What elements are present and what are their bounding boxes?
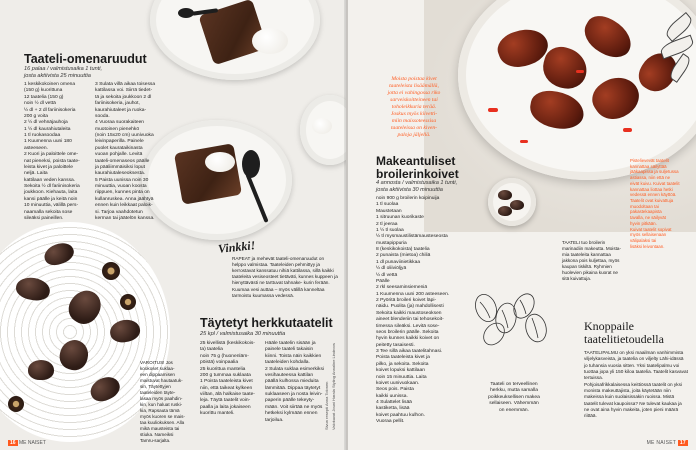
side-cream-image <box>312 118 332 134</box>
page-number-right: 17 <box>679 440 686 446</box>
chili-image <box>488 108 498 112</box>
filled-date-image-6 <box>28 360 54 380</box>
halved-date-image-2 <box>120 294 136 310</box>
recipe-steps-2: Hääle taatelin sisään ja painele taateli takaisin kiinni. Toista näin kaikkien taateleiden kohdalla. 2 Sulata suklaa esimerkiksi vesihauteessa kattilan päällä kulhossa mieduita lämmitää. Dippaa täytetyt suklaaseen ja nosta leivin- paperin päälle tekeyty- mään. Voit siirtää ne myös hetkeksi kylmään ennen tarjoilua. <box>265 341 324 423</box>
cream-dollop-image-2 <box>205 152 235 172</box>
chili-image-2 <box>576 70 584 73</box>
pull-quote: Moista poistaa kivet taateleista lisäämällä, jotta ei vahingossa riko sarveiskoitteineen tai toholeikkuria terää. Joskus myös kiivetti- miin maissoteessisa taateleissa on kiven- paloja jäljellä. <box>387 76 441 138</box>
date-sketch-illustration <box>466 288 562 352</box>
info-box-body: TAATELIPALMU on yksi maailman vanhimmista viljelykasveista, ja taatelia on viljelty Lähi-idässä jo tuhansia vuosia sitten. Yksi taatelipalmu voi tuottaa jopa yli 150 kiloa taatelia. Taatelit kasvavat tertuissa. Pohjoisafrikkalaisessa keittiössä taatelit on yksi monista makeuttajista, joita käytetään niin makeissa kuin suolaisissakin ruoissa. Mistä taatelit tulevat kaupoissa? Ne tulevat kaukaa ja ne ovat aina hyvin makeita, joten pieni määrä riittää. <box>584 350 688 419</box>
recipe-meta: 16 palaa / valmistusaika 1 tunti, josta aktiivista 25 minuuttia <box>24 66 103 79</box>
cream-dollop-image <box>252 28 288 54</box>
sketch-caption: Taateli on terveellinen herkku, mutta samalla poikkeuksellisen makea sellaiseen. Vähemmän on enemmän. <box>488 382 540 413</box>
recipe-ingredients: 1 keskikokoinen omena (150 g) kuorittuna 12 taatelia (150 g) noin ½ dl vettä ½ dl + 2 dl fariinisokeria 200 g voita 2 ½ dl vehnäjauhoja 1 ½ dl kaurahiutaleita 1 tl ruokasoodaa 1 Kuumenna uuni 180 asteeseen. 2 Kuori ja paloittele ome- nat pieneksi, poista taate- leista kivet ja paloittele neljä. Laita kattilaan veden kanssa. Sekoita ½ dl fariinisokeria joukkoon. Kiehauta, laita kansi päälle ja keitä noin 10 minuuttia, välillä pers- naamalla sekoita sose sileäksi paineillen. <box>24 82 80 221</box>
tip-heading: Vinkki! <box>217 238 256 256</box>
side-note: Pistelievevät taatelit kannattaa säilyttää jääkaapissa ja suljetussa astiassa, niin että ne eivät kuivu. Kuivat taatelit kannattaa liottaa hetki vedessä ennen käyttöä. Taatelit ovat kuivattuja muodoltaan tai pakastekaapista tavalla, ne säilyvät hyvin pitkään. Kuivat taatelit sopivat myös sellaisenaan välipalaksi tai lisäksi leivontaan. <box>630 158 680 249</box>
info-box-title-line2: taatelitietoudella <box>584 331 664 346</box>
right-page <box>348 0 696 450</box>
magazine-name: ME NAISET <box>18 440 46 446</box>
recipe-meta-2: 25 kpl / valmistusaika 30 minuuttia <box>200 331 286 337</box>
date-apple-bar-image-2 <box>174 143 242 205</box>
recipe-title: Taateli-omenaruudut <box>24 52 147 66</box>
photo-caption: VAROITUS! Jos kookoset suklaa- een dippaamisen maistuvat hautaatuk- sin, Täytettyjen taateleiden täyte- lasaa myös paahdin- kin, kun haluat ruski- kia, Rapsauta tämä myös kuoren se mais- taa kuuliokuksen. Alla mikä mausteista tai stiuka. Nameiksi Tamru-sarjalta. <box>140 360 185 443</box>
left-page <box>0 0 346 450</box>
chili-image-3 <box>623 128 632 132</box>
spoon-image-2 <box>242 150 260 178</box>
recipe-steps: 3 Sulata villä aikaa toisessa kattilassa voi. Siirrä tiedet- tä ja sekoita joukkoon 2 dl fariinisokeria, jauhot, kaurahiutaleet ja ruoka- sooda. 4 Vuoraa suorakaiteen muotoinen pienehkö (noin 15x20 cm) uunivuoka leivinpaperilla. Painele puolet kaurataikinasta vuoan pohjalle. Levitä taateli-omenaseos päälle ja pääliimmäisiksi loput kaurahiutaleseoksesta. 5 Paista uunissa noin 30 minuuttia, vuoan koosta riippuen, kunnes pinta on kullanruskea. Anna jäähtyä ennen kuin leikkaat paloik- si. Tarjoa vaahdotetun kerman tai jäätelön kanssa. <box>95 82 156 221</box>
photo-caption-2: TAATELI tuo broilerin marinadiin makeutta. Moista- mia taateleita kannattaa jakkona pois kuljettaa, myös kaupan tiskiltä. Ryhmien huolevien pikaina kuorat ne sitä kuivattuja. <box>562 240 621 281</box>
info-box-title-line1: Knoppaile <box>584 319 634 333</box>
date-sketch-svg <box>466 288 562 352</box>
recipe-ingredients-3: noin 900 g broilerin koipinuija 1 tl suolaa Maustetaan 1 sitruunan kuorikaste 2 tl jeeraa 1 ½ tl suolaa ½ tl mysmaustilistämausteseosta mustapippuria 8 (keskikokoista) taatelia 2 punaista (mietoa) chiliä 1 dl punaviinietikkaa ½ dl oliiviöljyä ½ dl vettä Päälle 2 rkl seesaminsiemeniä 1 Kuumenna uuni 200 asteeseen. 2 Pyöritä broileri koivet läpi- näidu. Puolita (ja) mahdollisesti Sekoita kaikki maustoseoksen aineet blenderiin tai tehosekoit- timessa sileäksi. Levitä sose- seos broilerin päälle. Sekoita hyvin kunnes kaikki koivet on peitetty tasaisesti. 3 Tee sillä aikaa taatelitahnasi. Poista taateleista kivet ja pilko, ja sekoita. Sekoita koivet lopuksi kattilaan noin 15 minuuttia. Laita koivet uunivuokaan. Seos pois. Paista kaikki uunissa. 4 Sulattelet lisää kastiketta, lisää koivet paahtuu kulhon. Vuoraa pellit. <box>376 196 450 425</box>
magazine-name-right: ME NAISET <box>646 440 677 446</box>
photo-credit: Valokuvat Jouni Harala Styling Annaline Lindroos <box>331 343 336 430</box>
recipe-title-2: Täytetyt herkkutaatelit <box>200 316 333 330</box>
halved-date-image <box>102 262 120 280</box>
recipe-ingredients-2: 25 kivellistä (keskikokois- ta) taatelia noin 75 g (huonenläm- pöistä) voinpaalia 25 kuorittua mantelia 200 g tummaa suklaata 1 Poista taateleista kivet niin, että taikeat kylkeen viiltan, älä halkaise taate- leja. Täytä taatelit voin- paalla ja laita jokaiseen kuorittu manteli. <box>200 341 255 417</box>
bowl-date-image <box>498 190 512 200</box>
info-box-title <box>584 320 664 345</box>
recipe-title-line2: broilerinkoivet <box>376 166 459 181</box>
page-folio-left <box>8 440 46 446</box>
recipe-credit: Sivun resepti Anna Tolonen <box>324 381 329 430</box>
page-number: 16 <box>10 440 16 446</box>
recipe-title-line1: Makeantuliset <box>376 154 456 168</box>
tip-body: RAPEAT ja mehevät taateli-omenaruudut on helppo valmistaa. Taateleiden pehmittyy ja kerrostavat kanssatuu nihiä kattilassa, sillä kaikki taateleita vesiseosteet tietäväti, kunnes kuppeen ja hienyttävästi ne tarttuvat tahnake- kurin ferään. Kuumaa vesi auttaa – myös välillä kanneltaa tarmoistu kuumassa vedessä. <box>232 256 338 298</box>
halved-date-image-3 <box>8 396 24 412</box>
recipe-meta-3: 4 annosta / valmistusaika 1 tunti, josta aktiivista 30 minuuttia <box>376 180 458 193</box>
chili-image-4 <box>520 140 528 143</box>
recipe-title-3 <box>376 155 459 180</box>
bowl-date-image-3 <box>498 206 512 216</box>
bowl-date-image-2 <box>510 200 524 210</box>
page-folio-right <box>647 440 688 446</box>
